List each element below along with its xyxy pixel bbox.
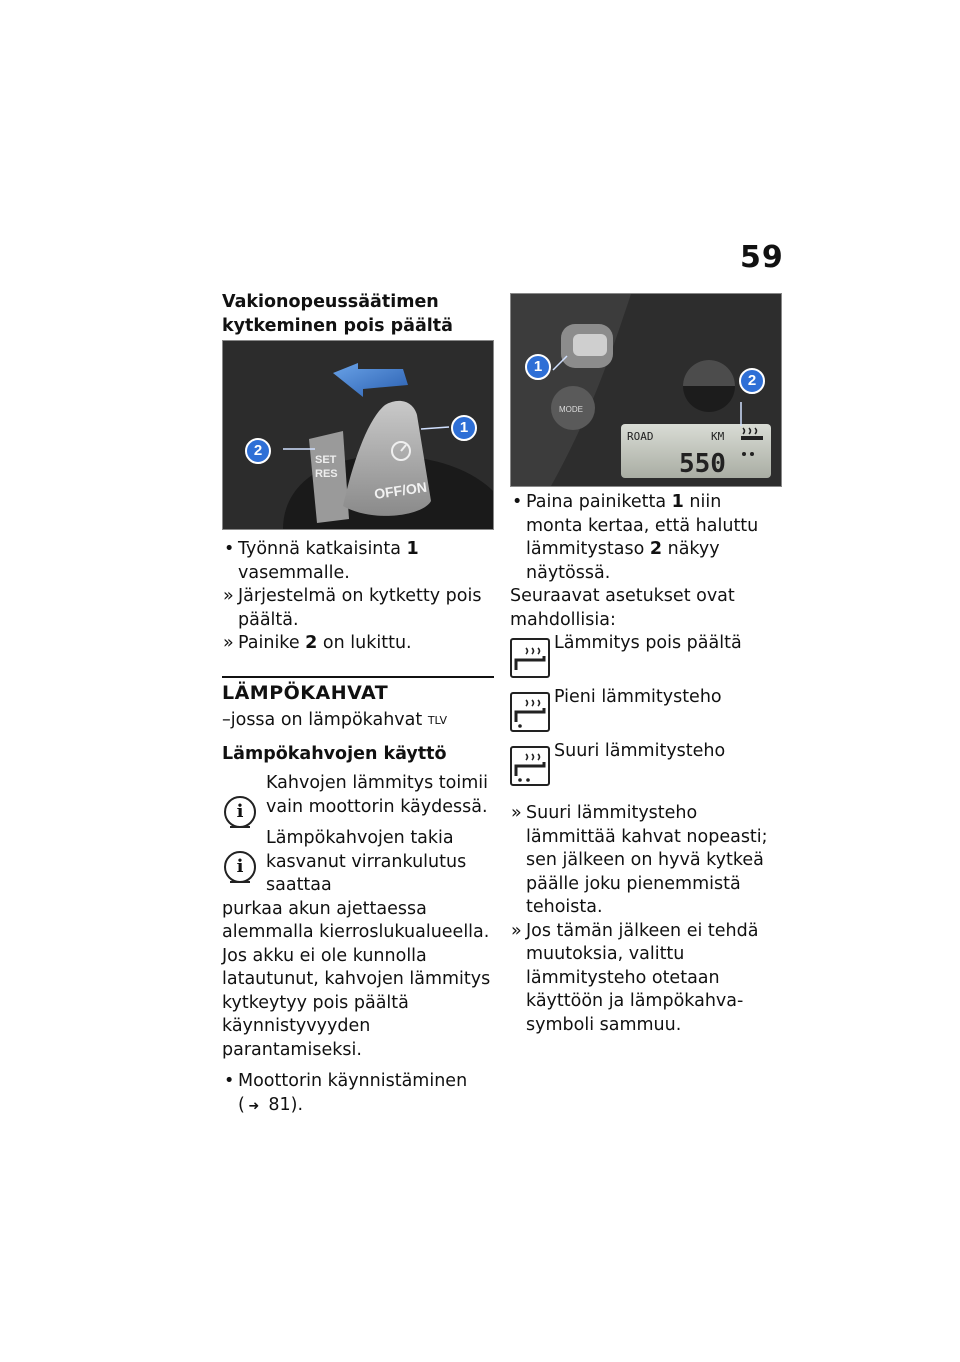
callout-1: 1 — [525, 354, 551, 380]
callout-2: 2 — [245, 438, 271, 464]
section-title: LÄMPÖKAHVAT — [222, 681, 389, 704]
section-heated-grips — [222, 676, 494, 706]
level-high: Suuri lämmitysteho — [510, 740, 782, 790]
svg-text:MODE: MODE — [559, 405, 583, 414]
info-note-2: i Lämpökahvojen takia kasvanut virrankulutus saattaa purkaa akun ajettaessa alemmalla kierroslukualueella. Jos akku ei ole kunnolla latautunut, kahvojen lämmitys kytkeytyy pois päältä käynnistyvyyden parantamiseksi. — [222, 828, 491, 1060]
info-icon: i — [224, 796, 256, 828]
svg-text:550: 550 — [679, 449, 726, 479]
info-icon: i — [224, 851, 256, 883]
section-heading-cruise-off: Vakionopeussäätimen kytkeminen pois päältä — [222, 292, 453, 336]
level-off: Lämmitys pois päältä — [510, 632, 782, 682]
svg-text:OFF/ON: OFF/ON — [373, 478, 428, 502]
subsection-title: Lämpökahvojen käyttö — [222, 743, 447, 764]
heat-off-icon — [510, 638, 550, 678]
step-start-engine: • Moottorin käynnistäminen ( ➜ 81). — [222, 1070, 494, 1118]
svg-text:RES: RES — [315, 468, 338, 480]
heat-low-icon — [510, 692, 550, 732]
result-high-heat: » Suuri lämmitysteho lämmittää kahvat nopeasti; sen jälkeen on hyvä kytkeä päälle joku pienemmistä tehoista. — [510, 802, 782, 920]
level-low: Pieni lämmitysteho — [510, 686, 782, 736]
handlebar-display-illustration — [511, 294, 781, 486]
svg-text:KM: KM — [711, 430, 725, 443]
heat-high-icon — [510, 746, 550, 786]
page-number: 59 — [740, 240, 784, 275]
page-reference-arrow-icon: ➜ — [248, 1098, 260, 1114]
right-column — [510, 293, 782, 1037]
info-note-1: i Kahvojen lämmitys toimii vain moottorin käydessä. — [222, 772, 494, 819]
cruise-switch-figure — [222, 340, 494, 530]
result-system-off: » Järjestelmä on kytketty pois päältä. — [222, 585, 494, 632]
svg-text:ROAD: ROAD — [627, 430, 654, 443]
svg-text:SET: SET — [315, 454, 337, 466]
step-push-switch: • Työnnä katkaisinta 1 vasemmalle. — [222, 538, 494, 585]
callout-2: 2 — [739, 368, 765, 394]
section-subtitle: –jossa on lämpökahvat $^{TLV}$ — [222, 710, 447, 730]
result-button-locked: » Painike 2 on lukittu. — [222, 632, 494, 656]
result-symbol-off: » Jos tämän jälkeen ei tehdä muutoksia, valittu lämmitysteho otetaan käyttöön ja lämpökahva-symboli sammuu. — [510, 920, 782, 1038]
step-press-button: • Paina painiketta 1 niin monta kertaa, että haluttu lämmitystaso 2 näkyy näytössä. — [510, 491, 782, 585]
callout-1: 1 — [451, 415, 477, 441]
options-intro: Seuraavat asetukset ovat mahdollisia: — [510, 586, 735, 630]
handlebar-display-figure — [510, 293, 782, 487]
left-column — [222, 291, 494, 1118]
